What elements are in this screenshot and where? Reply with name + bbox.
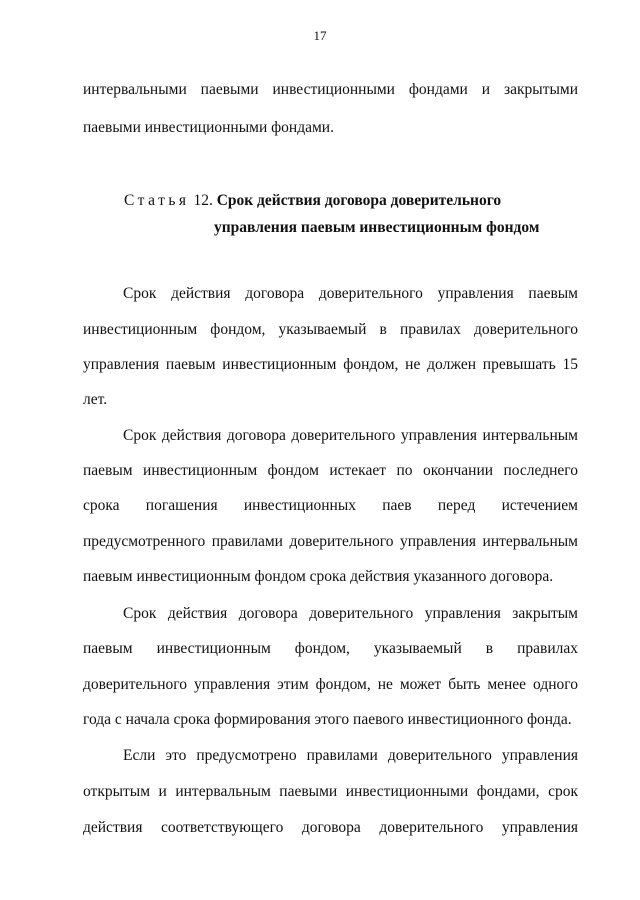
text-line: действия соответствующего договора доверительного управления (83, 819, 578, 836)
text-line: Срок действия договора доверительного управления интервальным (123, 427, 578, 444)
text-line: Срок действия договора доверительного управления паевым (123, 285, 578, 302)
text-line: лет. (83, 391, 108, 408)
text-line: Если это предусмотрено правилами доверительного управления (123, 747, 578, 764)
text-line: доверительного управления этим фондом, не может быть менее одного (83, 676, 578, 693)
article-heading (124, 191, 584, 211)
article-number: 12. (193, 192, 213, 209)
text-line: срока погашения инвестиционных паев перед истечением (83, 497, 578, 514)
article-title-line2: управления паевым инвестиционным фондом (214, 219, 540, 236)
text-line: интервальными паевыми инвестиционными фондами и закрытыми (83, 81, 578, 98)
text-line: предусмотренного правилами доверительного управления интервальным (83, 533, 578, 550)
text-line: инвестиционным фондом, указываемый в правилах доверительного (83, 321, 578, 338)
text-line: паевым инвестиционным фондом срока действия указанного договора. (83, 568, 554, 585)
text-line: управления паевым инвестиционным фондом, не должен превышать 15 (83, 356, 578, 373)
text-line: открытым и интервальным паевыми инвестиционными фондами, срок (83, 783, 578, 800)
text-line: года с начала срока формирования этого паевого инвестиционного фонда. (83, 711, 572, 728)
text-line: Срок действия договора доверительного управления закрытым (123, 605, 578, 622)
text-line: паевым инвестиционным фондом, указываемый в правилах (83, 640, 578, 657)
page-number: 17 (313, 28, 327, 43)
text-line: паевым инвестиционным фондом истекает по окончании последнего (83, 462, 578, 479)
article-title-line1: Срок действия договора доверительного (216, 192, 502, 209)
text-line: паевыми инвестиционными фондами. (83, 119, 334, 136)
article-word: Статья (124, 192, 190, 209)
